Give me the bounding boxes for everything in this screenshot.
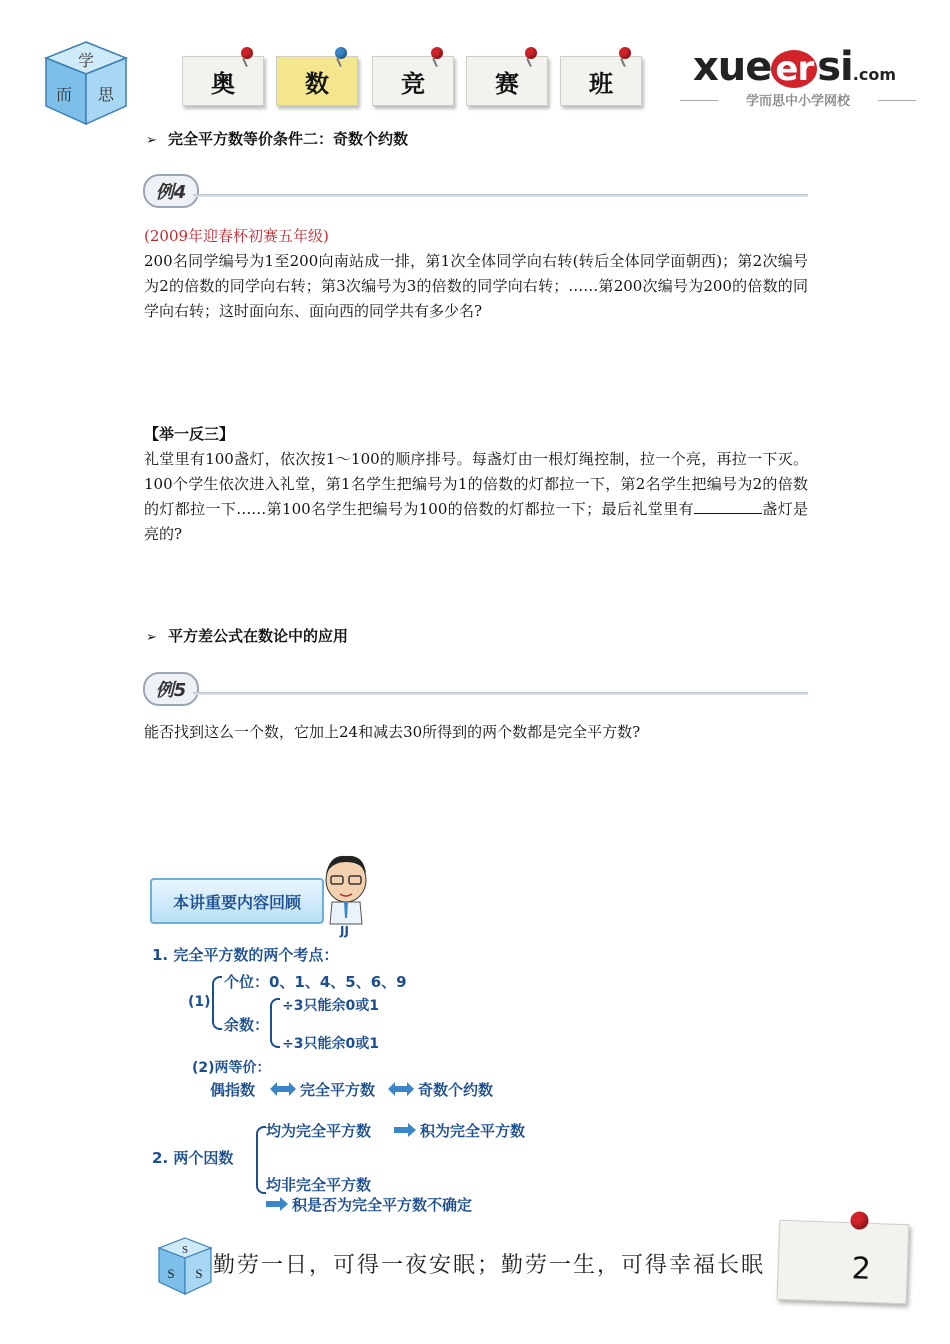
section-heading-1: ➢ 完全平方数等价条件二：奇数个约数	[146, 130, 409, 148]
example-5-text: 能否找到这么一个数，它加上24和减去30所得到的两个数都是完全平方数?	[144, 723, 641, 741]
header-tab-jing: 竞	[372, 56, 454, 106]
review-remainder-a: ÷3只能余0或1	[282, 998, 379, 1014]
review-point-2: 2. 两个因数	[152, 1149, 234, 1167]
header-tab-shu: 数	[276, 56, 358, 106]
footer-cube-char-right: S	[195, 1266, 203, 1281]
double-arrow-icon	[388, 1082, 414, 1096]
review-eq-a: 偶指数	[210, 1081, 256, 1099]
cube-char-left: 而	[55, 85, 73, 104]
page-number: 2	[851, 1251, 872, 1287]
review-eq-c: 奇数个约数	[418, 1081, 494, 1099]
review-both-nonsquare: 均非完全平方数	[266, 1176, 372, 1194]
review-eq-b: 完全平方数	[300, 1081, 376, 1099]
header-tab-ban: 班	[560, 56, 642, 106]
extension-block	[144, 422, 808, 547]
review-p1-label: (1)	[188, 994, 211, 1010]
xueersi-cube-logo	[44, 40, 128, 126]
review-p2-label: (2)两等价：	[192, 1060, 271, 1076]
header-tab-ao: 奥	[182, 56, 264, 106]
arrow-icon: ➢	[146, 133, 157, 148]
answer-blank	[694, 513, 762, 514]
example-4-body	[144, 224, 808, 324]
brace-2	[270, 998, 280, 1048]
double-arrow-icon	[270, 1082, 296, 1096]
logo-subtitle: 学而思中小学网校	[680, 90, 916, 110]
review-title: 本讲重要内容回顾	[150, 878, 324, 924]
brace-3	[256, 1126, 266, 1194]
xueersi-logo: xue er si.com	[693, 44, 896, 90]
right-arrow-icon	[394, 1123, 416, 1137]
header-tab-sai: 赛	[466, 56, 548, 106]
review-ones-digit: 个位：0、1、4、5、6、9	[224, 973, 407, 991]
extension-text: 礼堂里有100盏灯，依次按1～100的顺序排号。每盏灯由一根灯绳控制，拉一个亮，再拉一下灭。100个学生依次进入礼堂，第1名学生把编号为1的倍数的灯都拉一下，第2名学生把编号为2的倍数的灯都拉一下……第100名学生把编号为100的倍数的灯都拉一下；最后礼堂里有 盏灯是亮的?	[144, 450, 808, 543]
right-arrow-icon	[266, 1197, 288, 1211]
example-4-source: (2009年迎春杯初赛五年级)	[144, 227, 329, 245]
page-number-card	[777, 1220, 910, 1304]
sss-cube-icon	[157, 1236, 213, 1296]
section-heading-2: ➢ 平方差公式在数论中的应用	[146, 627, 349, 645]
pushpin-icon	[850, 1211, 869, 1230]
brace-1	[212, 976, 222, 1030]
footer-cube-char-top: S	[181, 1244, 189, 1256]
review-product-square: 积为完全平方数	[420, 1122, 526, 1140]
example-5-header	[143, 672, 808, 708]
extension-title: 【举一反三】	[144, 425, 235, 443]
cube-char-top: 学	[77, 51, 95, 70]
teacher-label: JJ	[340, 924, 349, 938]
example-badge: 例5	[143, 672, 199, 706]
review-point-1: 1. 完全平方数的两个考点：	[152, 946, 339, 964]
review-remainder-label: 余数：	[224, 1016, 270, 1034]
cube-char-right: 思	[97, 85, 115, 104]
example-badge: 例4	[143, 174, 199, 208]
example-4-text: 200名同学编号为1至200向南站成一排，第1次全体同学向右转(转后全体同学面朝西)；第2次编号为2的倍数的同学向右转；第3次编号为3的倍数的同学向右转；……第200次编号为200的倍数的同学向右转；这时面向东、面向西的同学共有多少名?	[144, 252, 808, 320]
review-both-square: 均为完全平方数	[266, 1122, 372, 1140]
review-product-unknown: 积是否为完全平方数不确定	[292, 1196, 473, 1214]
footer-motto: 勤劳一日，可得一夜安眠；勤劳一生，可得幸福长眠	[213, 1253, 766, 1278]
arrow-icon: ➢	[146, 630, 157, 645]
review-remainder-b: ÷3只能余0或1	[282, 1036, 379, 1052]
footer-cube-char-left: S	[167, 1266, 175, 1281]
example-4-header	[143, 174, 808, 210]
